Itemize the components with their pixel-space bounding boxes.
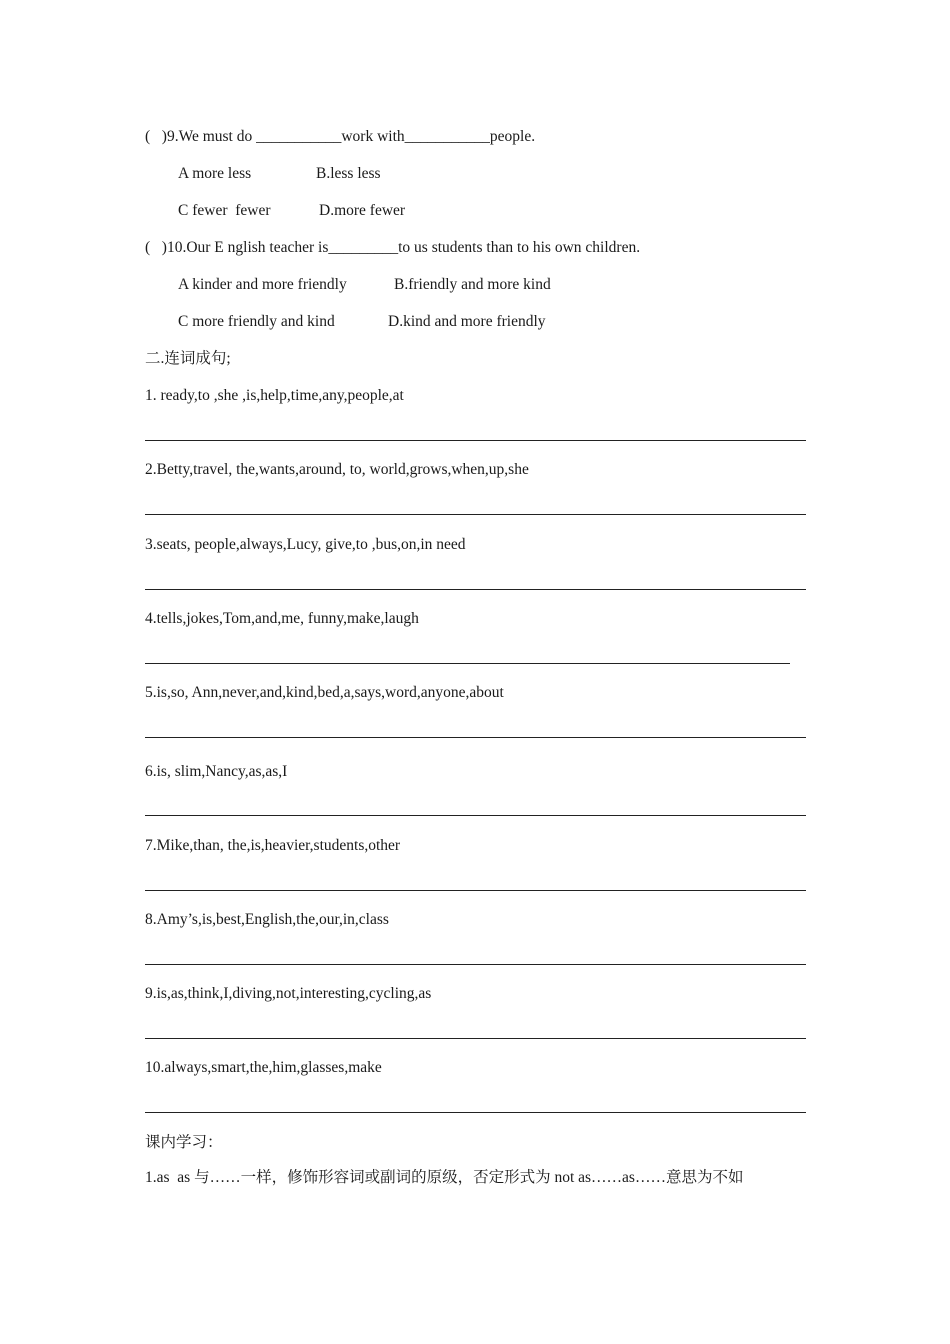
question-9-option-d: D.more fewer [319,202,406,219]
answer-line-1 [145,440,806,441]
sentence-item-5: 5.is,so, Ann,never,and,kind,bed,a,says,word,anyone,about [145,684,504,701]
section-2-heading: 二.连词成句; [145,350,231,367]
answer-line-5 [145,737,806,738]
answer-line-3 [145,589,806,590]
answer-line-8 [145,964,806,965]
classroom-heading: 课内学习： [145,1134,223,1151]
sentence-item-8: 8.Amy’s,is,best,English,the,our,in,class [145,911,389,928]
question-10-option-c: C more friendly and kind [178,313,335,330]
question-10-option-d: D.kind and more friendly [388,313,546,330]
sentence-item-6: 6.is, slim,Nancy,as,as,I [145,763,288,780]
question-9-option-c: C fewer fewer [178,202,271,219]
sentence-item-7: 7.Mike,than, the,is,heavier,students,other [145,837,401,854]
question-9-stem: ( )9.We must do ___________work with___________people. [145,128,536,145]
question-10-option-b: B.friendly and more kind [394,276,551,293]
answer-line-6 [145,815,806,816]
answer-line-2 [145,514,806,515]
sentence-item-2: 2.Betty,travel, the,wants,around, to, world,grows,when,up,she [145,461,529,478]
answer-line-4 [145,663,790,664]
question-10-option-a: A kinder and more friendly [178,276,347,293]
sentence-item-1: 1. ready,to ,she ,is,help,time,any,people,at [145,387,404,404]
sentence-item-10: 10.always,smart,the,him,glasses,make [145,1059,382,1076]
classroom-note-1: 1.as as 与……一样，修饰形容词或副词的原级，否定形式为 not as……as……意思为不如 [145,1169,744,1186]
answer-line-9 [145,1038,806,1039]
sentence-item-9: 9.is,as,think,I,diving,not,interesting,cycling,as [145,985,432,1002]
question-9-option-b: B.less less [316,165,381,182]
question-10-stem: ( )10.Our E nglish teacher is_________to us students than to his own children. [145,239,641,256]
answer-line-10 [145,1112,806,1113]
question-9-option-a: A more less [178,165,252,182]
sentence-item-4: 4.tells,jokes,Tom,and,me, funny,make,laugh [145,610,419,627]
answer-line-7 [145,890,806,891]
sentence-item-3: 3.seats, people,always,Lucy, give,to ,bus,on,in need [145,536,466,553]
